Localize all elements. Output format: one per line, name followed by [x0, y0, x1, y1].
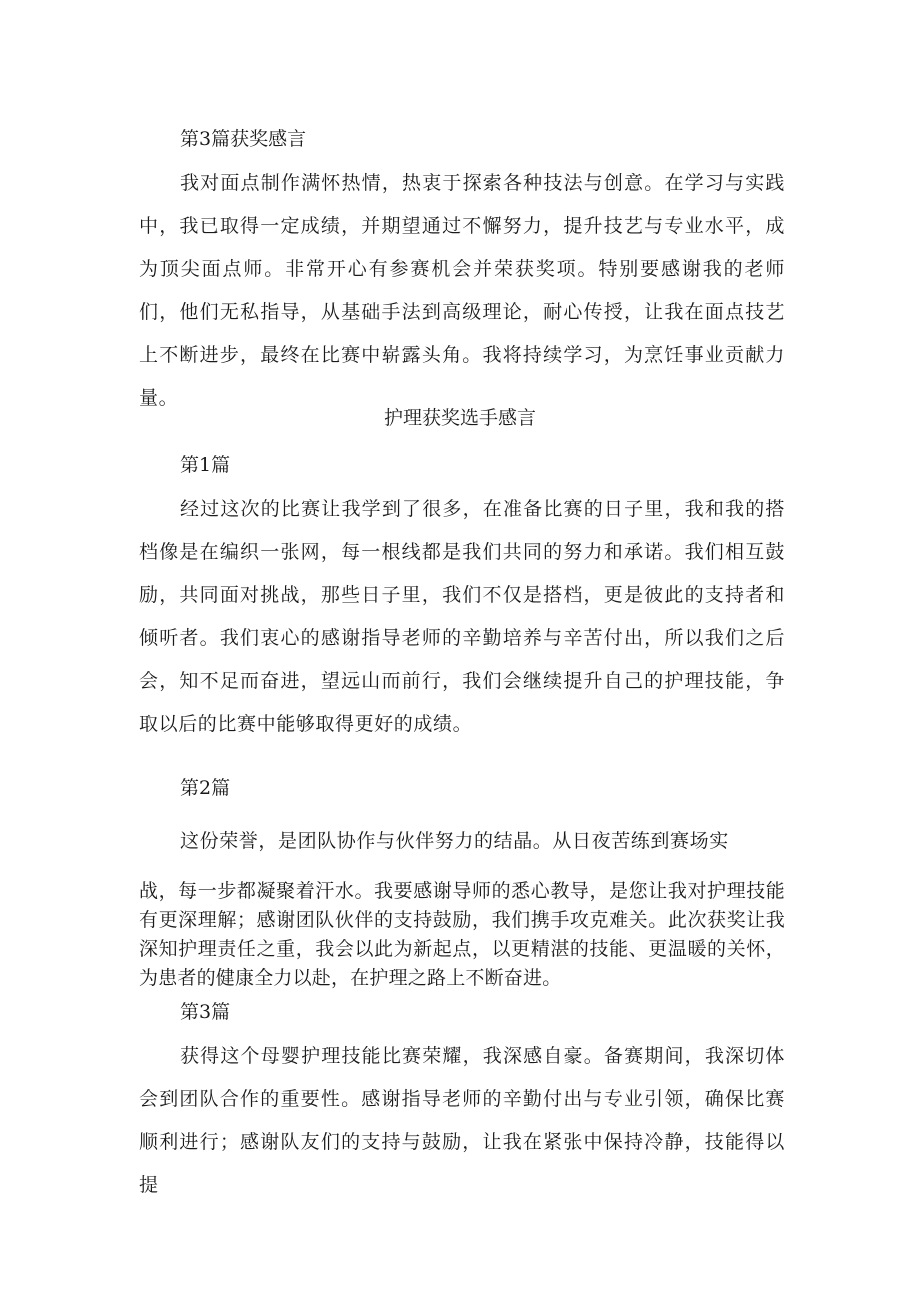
paragraph-article-1: 经过这次的比赛让我学到了很多，在准备比赛的日子里，我和我的搭档像是在编织一张网，每一根线都是我们共同的努力和承诺。我们相互鼓励，共同面对挑战，那些日子里，我们不仅是搭档，更是彼此的支持者和倾听者。我们衷心的感谢指导老师的辛勤培养与辛苦付出，所以我们之后会，知不足而奋进，望远山而前行，我们会继续提升自己的护理技能，争取以后的比赛中能够取得更好的成绩。: [139, 498, 785, 735]
paragraph-article-2-first-line: 这份荣誉，是团队协作与伙伴努力的结晶。从日夜苦练到赛场实: [180, 830, 729, 852]
section-heading-article-3: 第3篇获奖感言: [180, 128, 307, 150]
paragraph-article-3: 获得这个母婴护理技能比赛荣耀，我深感自豪。备赛期间，我深切体会到团队合作的重要性。感谢指导老师的辛勤付出与专业引领，确保比赛顺利进行；感谢队友们的支持与鼓励，让我在紧张中保持冷静，技能得以提: [139, 1045, 785, 1196]
paragraph-pastry-award: 我对面点制作满怀热情，热衷于探索各种技法与创意。在学习与实践中，我已取得一定成绩，并期望通过不懈努力，提升技艺与专业水平，成为顶尖面点师。非常开心有参赛机会并荣获奖项。特别要感谢我的老师们，他们无私指导，从基础手法到高级理论，耐心传授，让我在面点技艺上不断进步，最终在比赛中崭露头角。我将持续学习，为烹饪事业贡献力量。: [139, 172, 785, 409]
article-heading-3: 第3篇: [180, 1001, 231, 1023]
paragraph-article-2: 战，每一步都凝聚着汗水。我要感谢导师的悉心教导，是您让我对护理技能有更深理解；感谢团队伙伴的支持鼓励，我们携手攻克难关。此次获奖让我深知护理责任之重，我会以此为新起点，以更精湛的技能、更温暖的关怀，为患者的健康全力以赴，在护理之路上不断奋进。: [139, 880, 785, 989]
article-heading-1: 第1篇: [180, 454, 231, 476]
section-title-nursing: 护理获奖选手感言: [383, 407, 536, 429]
article-heading-2: 第2篇: [180, 777, 231, 799]
